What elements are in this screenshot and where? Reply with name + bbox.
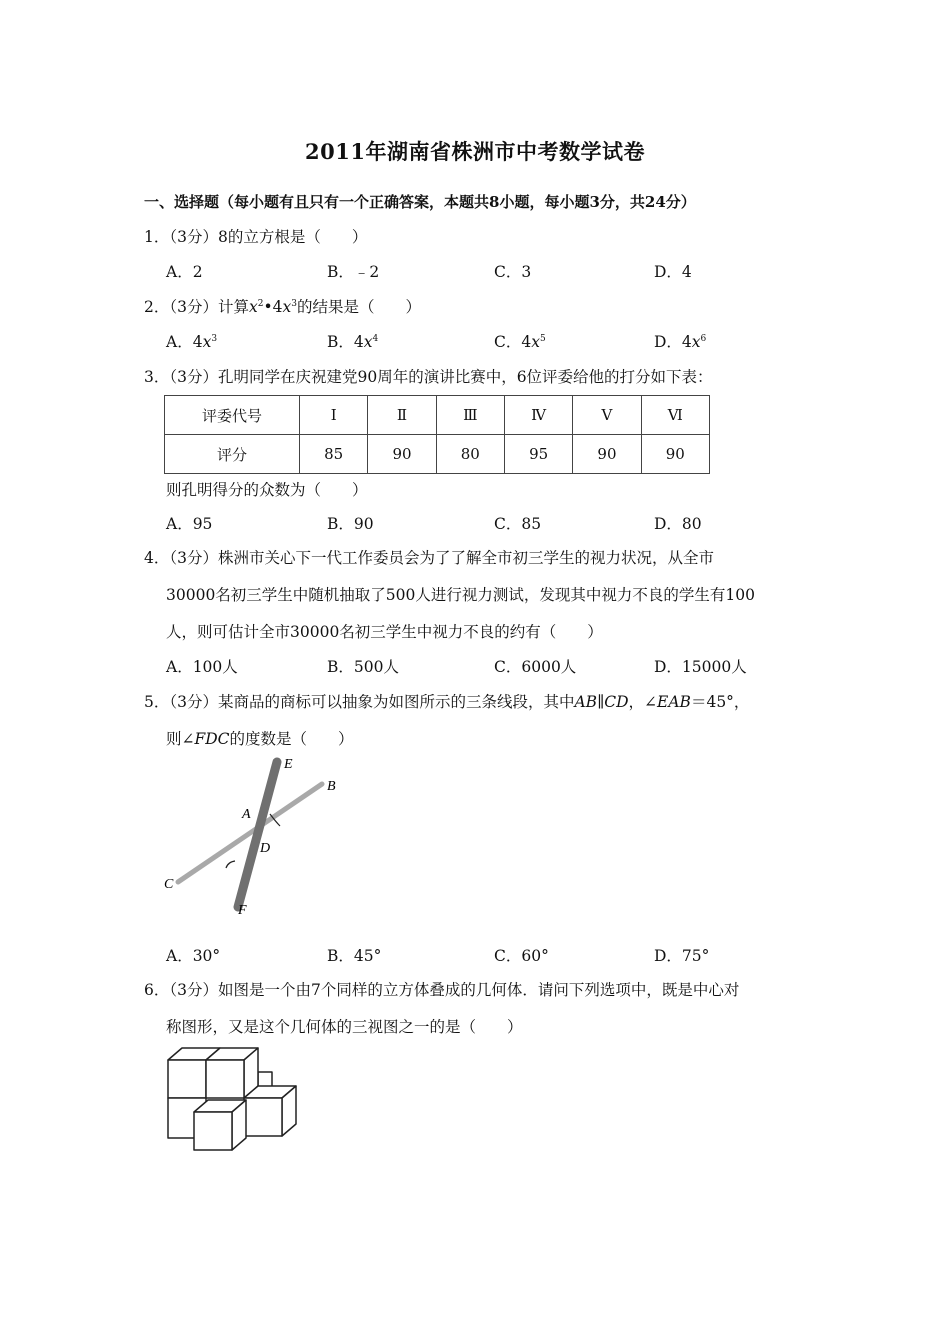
question-3-option-d: D．80 (654, 515, 702, 533)
page-title: 2011年湖南省株洲市中考数学试卷 (305, 139, 645, 164)
question-4-option-d: D．15000人 (654, 658, 747, 676)
question-5-option-c: C．60° (494, 947, 549, 965)
table-cell: Ⅳ (504, 396, 572, 435)
label-d: D (260, 841, 271, 856)
table-cell: Ⅱ (368, 396, 436, 435)
question-4-line-3: 人，则可估计全市30000名初三学生中视力不良的约有（ ） (166, 623, 603, 641)
question-4-option-b: B．500人 (327, 658, 399, 676)
question-2-option-b: B．$4x^4$ (327, 333, 379, 351)
table-header-row (165, 396, 710, 435)
label-e: E (284, 757, 293, 772)
table-cell: 95 (504, 435, 572, 474)
label-b: B (327, 779, 336, 794)
question-3-option-c: C．85 (494, 515, 542, 533)
table-cell: Ⅰ (300, 396, 368, 435)
table-cell: Ⅴ (573, 396, 641, 435)
question-6-line-1: 6．（3分）如图是一个由7个同样的立方体叠成的几何体．请问下列选项中，既是中心对 (144, 981, 740, 999)
question-4-option-a: A．100人 (166, 658, 238, 676)
label-f: F (238, 903, 247, 918)
question-2-option-d: D．$4x^6$ (654, 333, 707, 351)
question-3-option-b: B．90 (327, 515, 374, 533)
question-6-line-2: 称图形，又是这个几何体的三视图之一的是（ ） (166, 1018, 523, 1036)
question-1-option-b: B．﹣2 (327, 263, 380, 281)
question-2-option-a: A．$4x^3$ (166, 333, 218, 351)
question-5-option-d: D．75° (654, 947, 710, 965)
question-3-option-a: A．95 (166, 515, 213, 533)
question-2-stem: 2．（3分）计算$x^2•4x^3$的结果是（ ） (144, 298, 421, 316)
table-cell: 评分 (165, 435, 300, 474)
question-5-option-a: A．30° (166, 947, 221, 965)
question-3-stem: 3．（3分）孔明同学在庆祝建党90周年的演讲比赛中，6位评委给他的打分如下表： (144, 368, 713, 386)
table-cell: 80 (436, 435, 504, 474)
table-cell: 90 (573, 435, 641, 474)
angle-arc-d (226, 861, 235, 868)
question-1-stem: 1．（3分）8的立方根是（ ） (144, 228, 368, 246)
question-5-figure (160, 752, 350, 922)
question-4-line-2: 30000名初三学生中随机抽取了500人进行视力测试，发现其中视力不良的学生有100 (166, 586, 755, 604)
question-2-option-c: C．$4x^5$ (494, 333, 546, 351)
table-cell: Ⅲ (436, 396, 504, 435)
label-c: C (164, 877, 174, 892)
table-cell: Ⅵ (641, 396, 709, 435)
label-a: A (242, 807, 251, 822)
score-table (164, 395, 710, 474)
question-1-option-a: A．2 (166, 263, 203, 281)
table-cell: 90 (368, 435, 436, 474)
table-cell: 85 (300, 435, 368, 474)
question-5-line-2: 则∠FDC的度数是（ ） (166, 730, 354, 748)
question-1-option-d: D．4 (654, 263, 692, 281)
question-5-line-1: 5．（3分）某商品的商标可以抽象为如图所示的三条线段，其中AB∥CD，∠EAB＝45°， (144, 693, 750, 711)
question-6-cube-figure (162, 1044, 302, 1154)
question-4-option-c: C．6000人 (494, 658, 577, 676)
section-heading: 一、选择题（每小题有且只有一个正确答案，本题共8小题，每小题3分，共24分） (144, 193, 696, 211)
question-3-question: 则孔明得分的众数为（ ） (166, 481, 368, 499)
question-4-line-1: 4．（3分）株洲市关心下一代工作委员会为了了解全市初三学生的视力状况，从全市 (144, 549, 714, 567)
table-row (165, 435, 710, 474)
table-cell: 90 (641, 435, 709, 474)
table-cell: 评委代号 (165, 396, 300, 435)
question-5-option-b: B．45° (327, 947, 382, 965)
question-1-option-c: C．3 (494, 263, 532, 281)
